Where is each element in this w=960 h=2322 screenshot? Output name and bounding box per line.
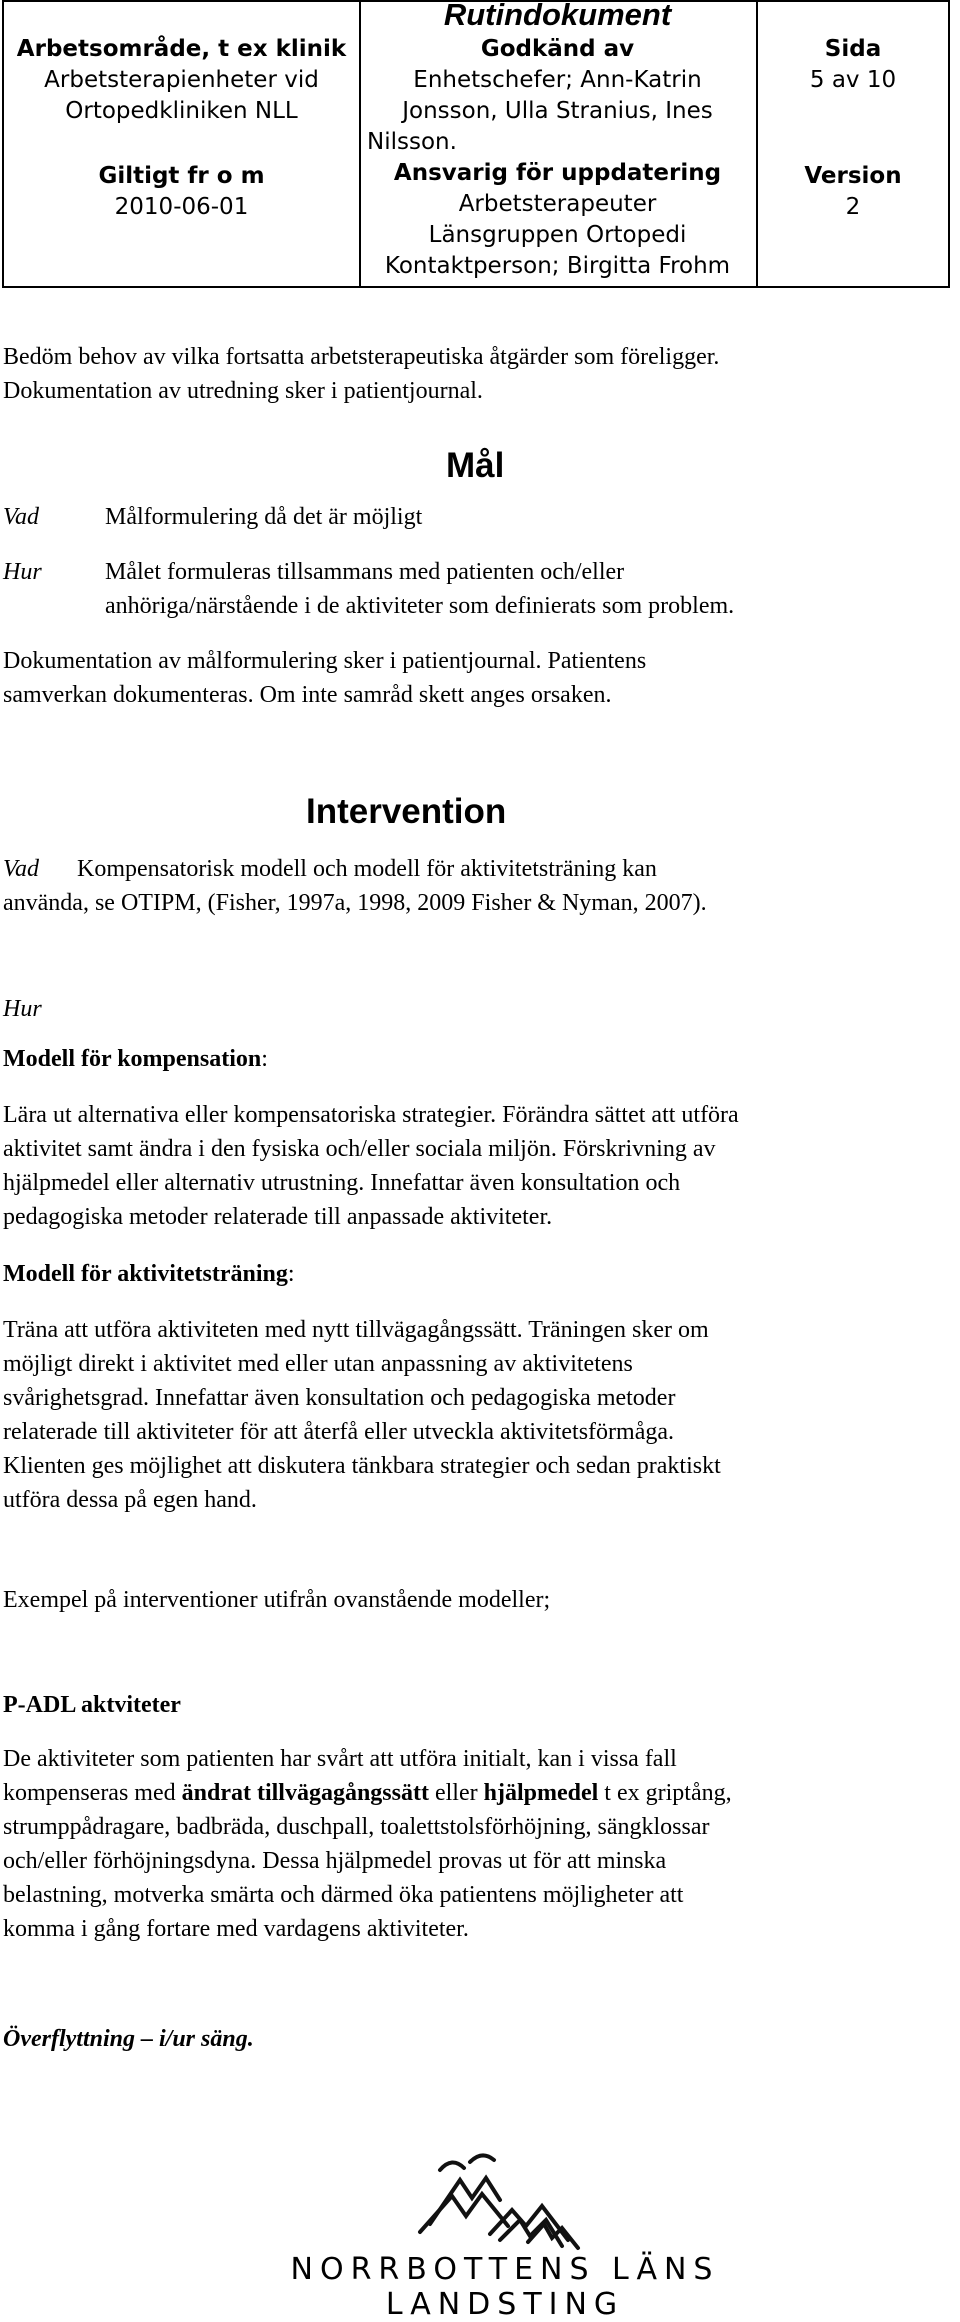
valid-from-label: Giltigt fr o m	[98, 163, 265, 189]
model-compensation-heading: Modell för kompensation:	[3, 1046, 268, 1072]
valid-from-date: 2010-06-01	[114, 194, 249, 220]
page-label: Sida	[824, 36, 882, 62]
area-line2: Ortopedkliniken NLL	[65, 98, 298, 124]
intervention-hur-label: Hur	[3, 996, 42, 1022]
header-column-page	[756, 2, 950, 286]
section-title-mal: Mål	[446, 446, 505, 485]
area-label: Arbetsområde, t ex klinik	[16, 36, 347, 62]
page-number: 5 av 10	[809, 67, 897, 93]
footer-brand-text: NORRBOTTENS LÄNS LANDSTING	[290, 2252, 720, 2322]
approved-by-label: Godkänd av	[480, 36, 635, 62]
section-title-intervention: Intervention	[306, 792, 507, 831]
header-column-approval	[359, 2, 758, 286]
intervention-example: Exempel på interventioner utifrån ovanstående modeller;	[3, 1587, 551, 1613]
document-header	[2, 0, 950, 288]
approved-by-line3: Nilsson.	[367, 129, 457, 155]
responsible-line2: Länsgruppen Ortopedi	[428, 222, 687, 248]
responsible-label: Ansvarig för uppdatering	[393, 160, 722, 186]
model-activity-heading: Modell för aktivitetsträning:	[3, 1261, 295, 1287]
version-label: Version	[804, 163, 902, 189]
responsible-line1: Arbetsterapeuter	[458, 191, 657, 217]
model-activity-text: Träna att utföra aktiviteten med nytt tillvägagångssätt. Träningen sker om möjligt direkt i aktivitet med eller utan anpassning av aktivitetens svårighetsgrad. Innefattar även konsultation och pedagogiska metoder relaterade till aktiviteter för att återfå eller utveckla aktivitetsförmåga. Klienten ges möjlighet att diskutera tänkbara strategier och sedan praktiskt utföra dessa på egen hand.	[3, 1317, 721, 1513]
version-number: 2	[845, 194, 861, 220]
document-title: Rutindokument	[443, 0, 672, 32]
mal-documentation: Dokumentation av målformulering sker i patientjournal. Patientens samverkan dokumenteras. Om inte samråd skett anges orsaken.	[3, 648, 647, 708]
responsible-line3: Kontaktperson; Birgitta Frohm	[384, 253, 731, 279]
model-compensation-text: Lära ut alternativa eller kompensatoriska strategier. Förändra sättet att utföra aktivitet samt ändra i den fysiska och/eller sociala miljön. Förskrivning av hjälpmedel eller alternativ utrustning. Innefattar även konsultation och pedagogiska metoder relaterade till anpassade aktiviteter.	[3, 1102, 739, 1230]
footer-logo	[190, 2140, 820, 2322]
padl-heading: P-ADL aktviteter	[3, 1692, 181, 1718]
overflyttning-heading: Överflyttning – i/ur säng.	[3, 2026, 254, 2052]
area-line1: Arbetsterapienheter vid	[44, 67, 319, 93]
intro-paragraph: Bedöm behov av vilka fortsatta arbetsterapeutiska åtgärder som föreligger. Dokumentation av utredning sker i patientjournal.	[3, 344, 720, 404]
padl-text: De aktiviteter som patienten har svårt att utföra initialt, kan i vissa fall kompenseras med ändrat tillvägagångssätt eller hjälpmedel t ex griptång, strumppådragare, badbräda, duschpall, toalettstolsförhöjning, sängklossar och/eller förhöjningsdyna. Dessa hjälpmedel provas ut för att minska belastning, motverka smärta och därmed öka patientens möjligheter att komma i gång fortare med vardagens aktiviteter.	[3, 1746, 732, 1942]
header-column-area	[4, 2, 361, 286]
approved-by-line1: Enhetschefer; Ann-Katrin	[413, 67, 702, 93]
intervention-vad: Vad Kompensatorisk modell och modell för aktivitetsträning kan använda, se OTIPM, (Fisher, 1997a, 1998, 2009 Fisher & Nyman, 2007).	[3, 856, 707, 916]
approved-by-line2: Jonsson, Ulla Stranius, Ines	[402, 98, 713, 124]
